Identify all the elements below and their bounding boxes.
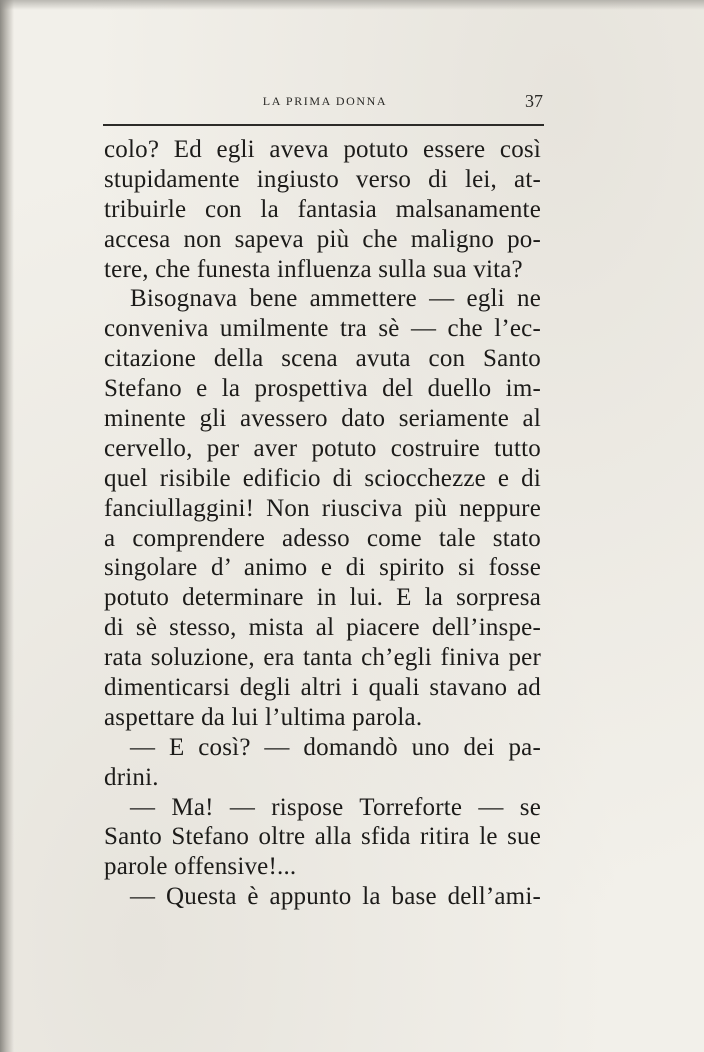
page-header (105, 93, 545, 117)
text-line: Bisognava bene ammettere — egli ne (130, 285, 541, 313)
text-line: drini. (104, 763, 159, 791)
text-line: cervello, per aver potuto costruire tutto (104, 434, 541, 462)
text-line: tere, che funesta influenza sulla sua vita? (104, 255, 523, 283)
body-text (104, 135, 541, 912)
text-line: — Ma! — rispose Torreforte — se (130, 793, 541, 821)
text-line: accesa non sapeva più che maligno po- (104, 225, 541, 253)
text-line: conveniva umilmente tra sè — che l’ec- (104, 315, 541, 343)
text-line: Stefano e la prospettiva del duello im- (104, 375, 541, 403)
running-title: LA PRIMA DONNA (262, 94, 388, 108)
text-line: parole offensive!... (104, 853, 297, 881)
text-line: di sè stesso, mista al piacere dell’inspe- (104, 614, 541, 642)
page-spine-shadow (0, 0, 14, 1052)
text-line: — Questa è appunto la base dell’ami- (130, 883, 541, 911)
text-line: potuto determinare in lui. E la sorpresa (104, 584, 541, 612)
text-line: minente gli avessero dato seriamente al (104, 405, 541, 433)
page-number: 37 (525, 91, 543, 111)
text-line: Santo Stefano oltre alla sfida ritira le sue (104, 823, 541, 851)
text-line: aspettare da lui l’ultima parola. (104, 703, 423, 731)
text-line: — E così? — domandò uno dei pa- (130, 733, 541, 761)
header-rule (103, 124, 544, 126)
page-top-shadow (0, 0, 704, 10)
text-line: singolare d’ animo e di spirito si fosse (104, 554, 541, 582)
text-line: a comprendere adesso come tale stato (104, 524, 541, 552)
text-line: stupidamente ingiusto verso di lei, at- (104, 165, 541, 193)
text-line: tribuirle con la fantasia malsanamente (104, 195, 541, 223)
text-line: citazione della scena avuta con Santo (104, 345, 541, 373)
text-line: dimenticarsi degli altri i quali stavano ad (104, 674, 541, 702)
text-line: rata soluzione, era tanta ch’egli finiva per (104, 644, 541, 672)
text-line: fanciullaggini! Non riusciva più neppure (104, 494, 541, 522)
text-line: quel risibile edificio di sciocchezze e di (104, 464, 541, 492)
text-line: colo? Ed egli aveva potuto essere così (104, 136, 541, 163)
